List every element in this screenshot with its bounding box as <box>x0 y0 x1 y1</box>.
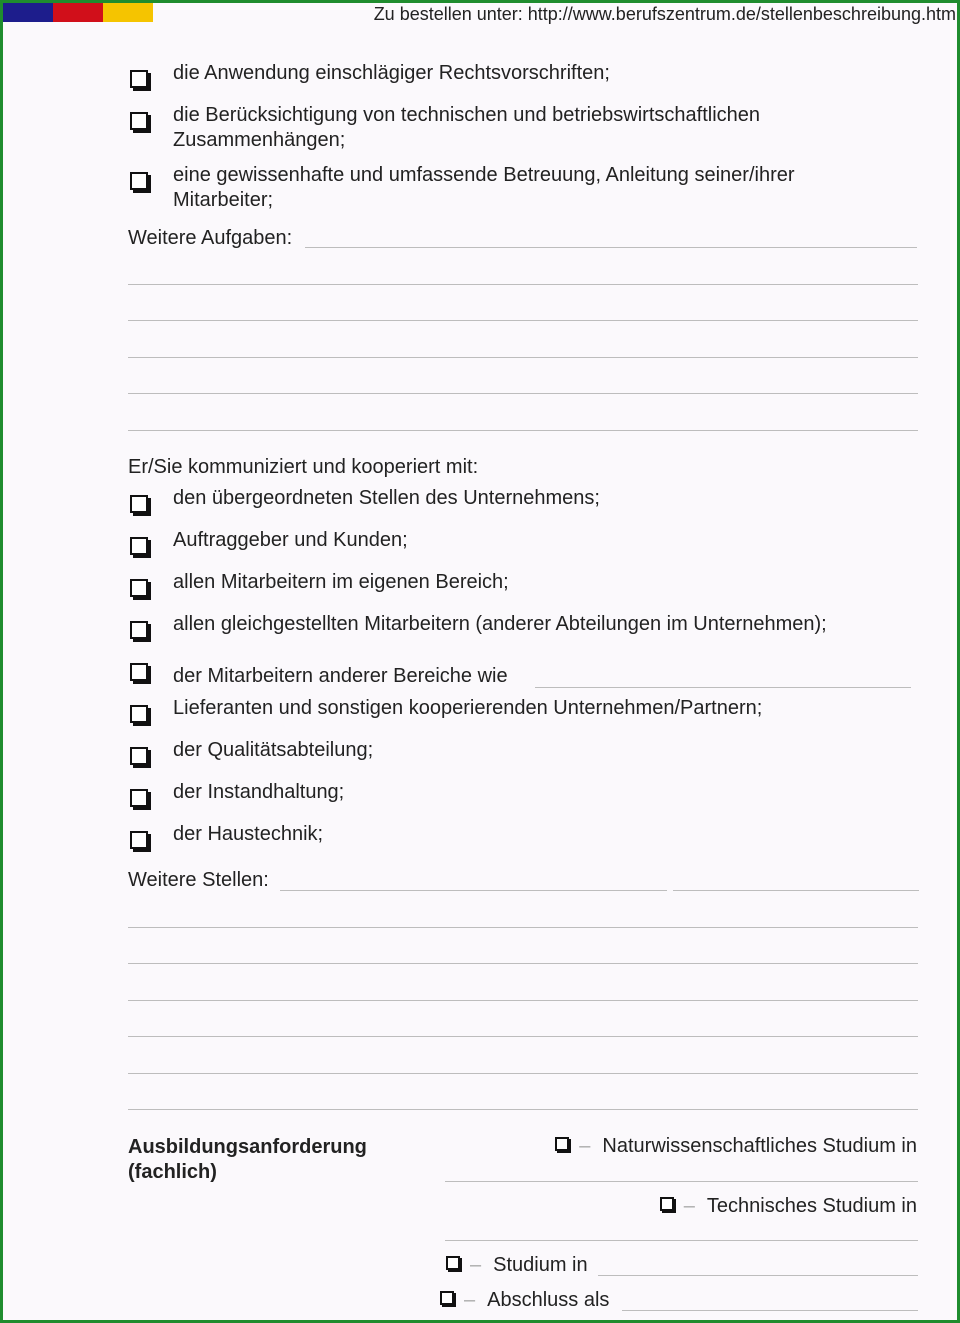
checkbox-icon[interactable] <box>555 1137 569 1151</box>
further-positions-line[interactable] <box>128 1036 918 1037</box>
further-positions-line[interactable] <box>128 1073 918 1074</box>
brand-stripe-yellow <box>103 3 153 22</box>
communication-item-label: Auftraggeber und Kunden; <box>173 529 408 551</box>
communication-item-label: der Haustechnik; <box>173 823 324 845</box>
further-positions-line[interactable] <box>128 1109 918 1110</box>
checkbox-icon[interactable] <box>130 537 148 555</box>
further-tasks-line[interactable] <box>128 430 918 431</box>
further-tasks-line[interactable] <box>128 357 918 358</box>
brand-stripe-blue <box>3 3 53 22</box>
communication-item-label: Lieferanten und sonstigen kooperierenden Unternehmen/Partnern; <box>173 697 763 719</box>
education-option-label: Technisches Studium in <box>706 1195 917 1217</box>
checkbox-icon[interactable] <box>660 1197 674 1211</box>
communication-item-label: der Instandhaltung; <box>173 781 345 803</box>
further-positions-label: Weitere Stellen: <box>128 869 269 891</box>
education-option-label: Naturwissenschaftliches Studium in <box>602 1135 917 1157</box>
further-tasks-line[interactable] <box>128 393 918 394</box>
communication-item-label: der Mitarbeitern anderer Bereiche wie <box>173 665 508 687</box>
education-option-science[interactable] <box>555 1135 917 1158</box>
education-heading-line: Ausbildungsanforderung <box>128 1136 367 1158</box>
education-heading <box>128 1135 367 1185</box>
checkbox-icon[interactable] <box>130 70 148 88</box>
dash-separator: – <box>683 1195 695 1217</box>
dash-separator: – <box>470 1254 482 1276</box>
communication-item-label: allen Mitarbeitern im eigenen Bereich; <box>173 571 509 593</box>
checkbox-icon[interactable] <box>130 831 148 849</box>
dash-separator: – <box>579 1135 591 1157</box>
education-option-study[interactable] <box>446 1254 588 1277</box>
checkbox-icon[interactable] <box>130 579 148 597</box>
brand-stripe-red <box>53 3 103 22</box>
checkbox-icon[interactable] <box>440 1291 454 1305</box>
study-field[interactable] <box>598 1275 918 1276</box>
task-item-label: die Anwendung einschlägiger Rechtsvorschriften; <box>173 62 610 84</box>
checkbox-icon[interactable] <box>130 495 148 513</box>
checkbox-icon[interactable] <box>130 663 148 681</box>
checkbox-icon[interactable] <box>130 172 148 190</box>
degree-field[interactable] <box>622 1310 918 1311</box>
education-option-degree[interactable] <box>440 1289 609 1312</box>
communication-heading: Er/Sie kommuniziert und kooperiert mit: <box>128 456 479 478</box>
further-positions-field[interactable] <box>673 890 919 891</box>
technical-study-field[interactable] <box>445 1240 918 1241</box>
checkbox-icon[interactable] <box>130 621 148 639</box>
other-areas-field[interactable] <box>535 687 911 688</box>
order-url-text: Zu bestellen unter: http://www.berufszentrum.de/stellenbeschreibung.htm <box>373 4 956 24</box>
further-tasks-line[interactable] <box>128 284 918 285</box>
dash-separator: – <box>464 1289 476 1311</box>
checkbox-icon[interactable] <box>130 705 148 723</box>
further-positions-line[interactable] <box>128 963 918 964</box>
further-positions-line[interactable] <box>128 1000 918 1001</box>
further-positions-line[interactable] <box>128 927 918 928</box>
checkbox-icon[interactable] <box>130 747 148 765</box>
further-tasks-line[interactable] <box>128 320 918 321</box>
communication-item-label: der Qualitätsabteilung; <box>173 739 374 761</box>
science-study-field[interactable] <box>445 1181 918 1182</box>
task-item-label: eine gewissenhafte und umfassende Betreuung, Anleitung seiner/ihrer Mitarbeiter; <box>173 164 795 211</box>
communication-item-label: den übergeordneten Stellen des Unternehmens; <box>173 487 600 509</box>
education-option-label: Abschluss als <box>487 1289 610 1311</box>
further-tasks-field[interactable] <box>305 247 917 248</box>
checkbox-icon[interactable] <box>130 789 148 807</box>
checkbox-icon[interactable] <box>130 112 148 130</box>
education-option-label: Studium in <box>493 1254 588 1276</box>
education-option-technical[interactable] <box>660 1195 917 1218</box>
further-tasks-label: Weitere Aufgaben: <box>128 227 293 249</box>
communication-item-label: allen gleichgestellten Mitarbeitern (anderer Abteilungen im Unternehmen); <box>173 613 827 635</box>
education-heading-line: (fachlich) <box>128 1161 217 1183</box>
task-item-label: die Berücksichtigung von technischen und betriebswirtschaftlichen Zusammenhängen; <box>173 104 761 151</box>
further-positions-field[interactable] <box>280 890 667 891</box>
checkbox-icon[interactable] <box>446 1256 460 1270</box>
